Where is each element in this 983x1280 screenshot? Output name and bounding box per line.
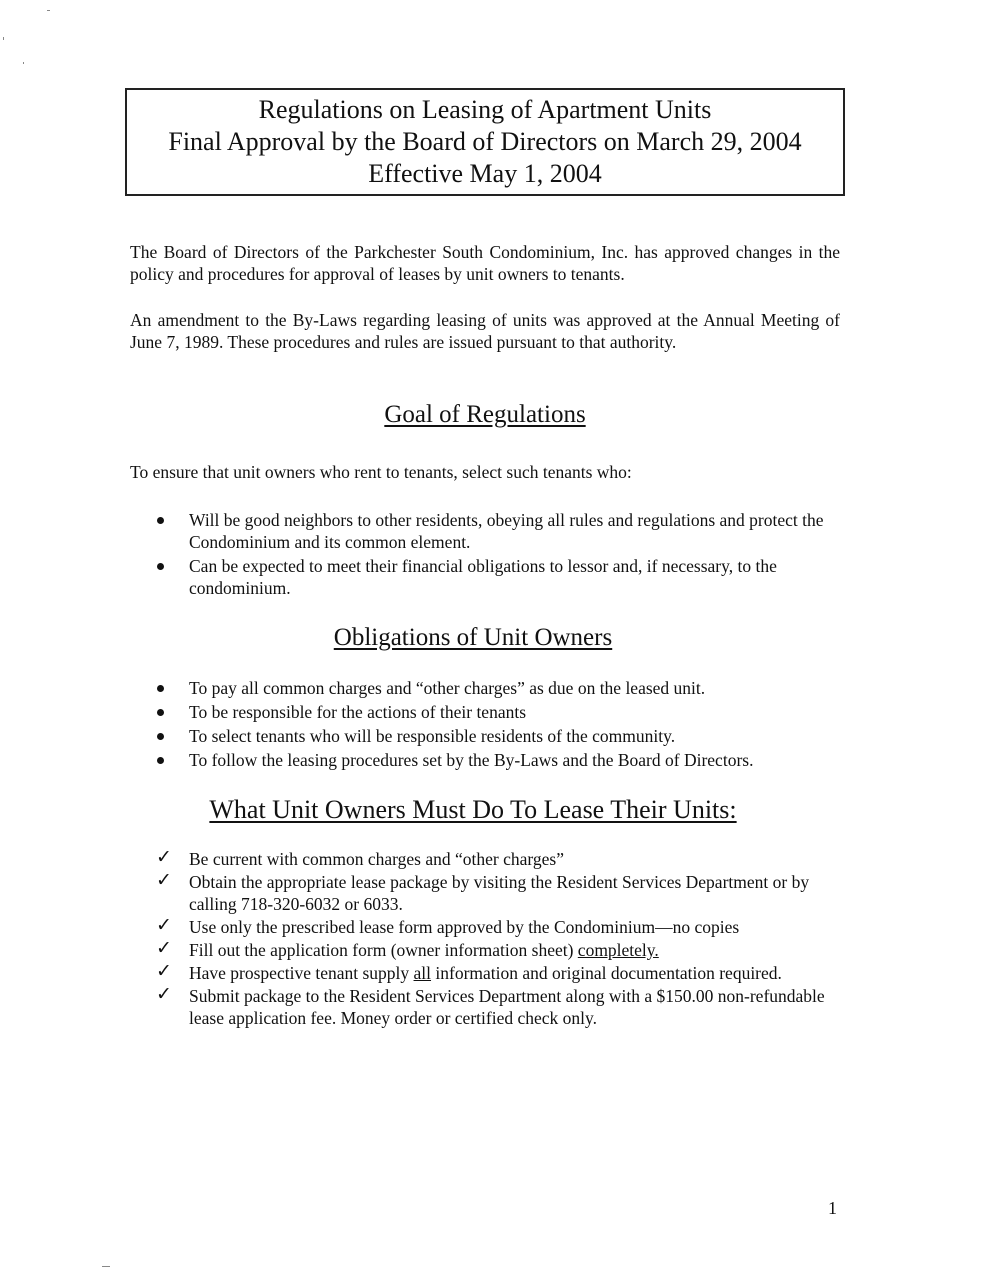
must-do-item	[155, 916, 835, 938]
title-line-3: Effective May 1, 2004	[368, 159, 602, 188]
must-do-list	[155, 848, 835, 1030]
obligation-item	[155, 677, 835, 699]
obligation-item	[155, 701, 835, 723]
checkmark-icon: ✓	[156, 869, 172, 891]
goal-item	[155, 555, 835, 599]
bullet-icon	[157, 517, 164, 524]
obligation-item-text: To follow the leasing procedures set by the By-Laws and the Board of Directors.	[189, 750, 754, 770]
must-do-item-text: Submit package to the Resident Services Department along with a $150.00 non-refundable lease application fee. Money order or certified check only.	[189, 986, 825, 1028]
goal-item-text: Will be good neighbors to other residents, obeying all rules and regulations and protect the Condominium and its common element.	[189, 510, 824, 552]
obligation-item	[155, 725, 835, 747]
scan-speck	[23, 62, 24, 64]
goal-item	[155, 509, 835, 553]
intro-paragraph-1: The Board of Directors of the Parkchester South Condominium, Inc. has approved changes in the policy and procedures for approval of leases by unit owners to tenants.	[130, 242, 840, 284]
scan-speck	[47, 10, 50, 11]
must-do-item-text: Have prospective tenant supply	[189, 963, 414, 983]
bullet-icon	[157, 757, 164, 764]
underlined-word: all	[413, 963, 432, 983]
scan-speck	[102, 1266, 110, 1267]
goal-item-text: Can be expected to meet their financial obligations to lessor and, if necessary, to the condominium.	[189, 556, 777, 598]
obligation-item-text: To select tenants who will be responsible residents of the community.	[189, 726, 676, 746]
title-line-1: Regulations on Leasing of Apartment Units	[258, 95, 712, 124]
checkmark-icon: ✓	[156, 914, 172, 936]
goal-heading: Goal of Regulations	[384, 401, 586, 428]
must-do-item	[155, 871, 835, 915]
must-do-item-text: Use only the prescribed lease form approved by the Condominium—no copies	[189, 917, 740, 937]
intro-paragraph-2: An amendment to the By-Laws regarding leasing of units was approved at the Annual Meeting of June 7, 1989. These procedures and rules are issued pursuant to that authority.	[130, 310, 840, 352]
obligation-item-text: To pay all common charges and “other charges” as due on the leased unit.	[189, 678, 706, 698]
must-do-item-text: Obtain the appropriate lease package by visiting the Resident Services Department or by calling 718-320-6032 or 6033.	[189, 872, 810, 914]
bullet-icon	[157, 563, 164, 570]
bullet-icon	[157, 709, 164, 716]
bullet-icon	[157, 685, 164, 692]
obligation-item	[155, 749, 835, 771]
must-do-item-text: Be current with common charges and “other charges”	[189, 849, 564, 869]
obligation-item-text: To be responsible for the actions of their tenants	[189, 702, 527, 722]
title-line-2: Final Approval by the Board of Directors on March 29, 2004	[168, 127, 802, 156]
checkmark-icon: ✓	[156, 960, 172, 982]
bullet-icon	[157, 733, 164, 740]
must-do-item	[155, 985, 835, 1029]
checkmark-icon: ✓	[156, 983, 172, 1005]
checkmark-icon: ✓	[156, 937, 172, 959]
title-box	[125, 88, 845, 196]
must-do-heading: What Unit Owners Must Do To Lease Their Units:	[209, 795, 737, 824]
checkmark-icon: ✓	[156, 846, 172, 868]
obligations-list	[155, 677, 835, 773]
scan-speck	[3, 37, 4, 40]
underlined-word: completely.	[577, 940, 659, 960]
must-do-item	[155, 848, 835, 870]
must-do-item-text: Fill out the application form (owner information sheet)	[189, 940, 578, 960]
goal-list	[155, 509, 835, 601]
goal-intro: To ensure that unit owners who rent to tenants, select such tenants who:	[130, 462, 632, 482]
must-do-item	[155, 962, 835, 984]
obligations-heading: Obligations of Unit Owners	[333, 624, 613, 651]
must-do-item-text-rest: information and original documentation required.	[431, 963, 782, 983]
page-number: 1	[828, 1198, 837, 1218]
must-do-item	[155, 939, 835, 961]
